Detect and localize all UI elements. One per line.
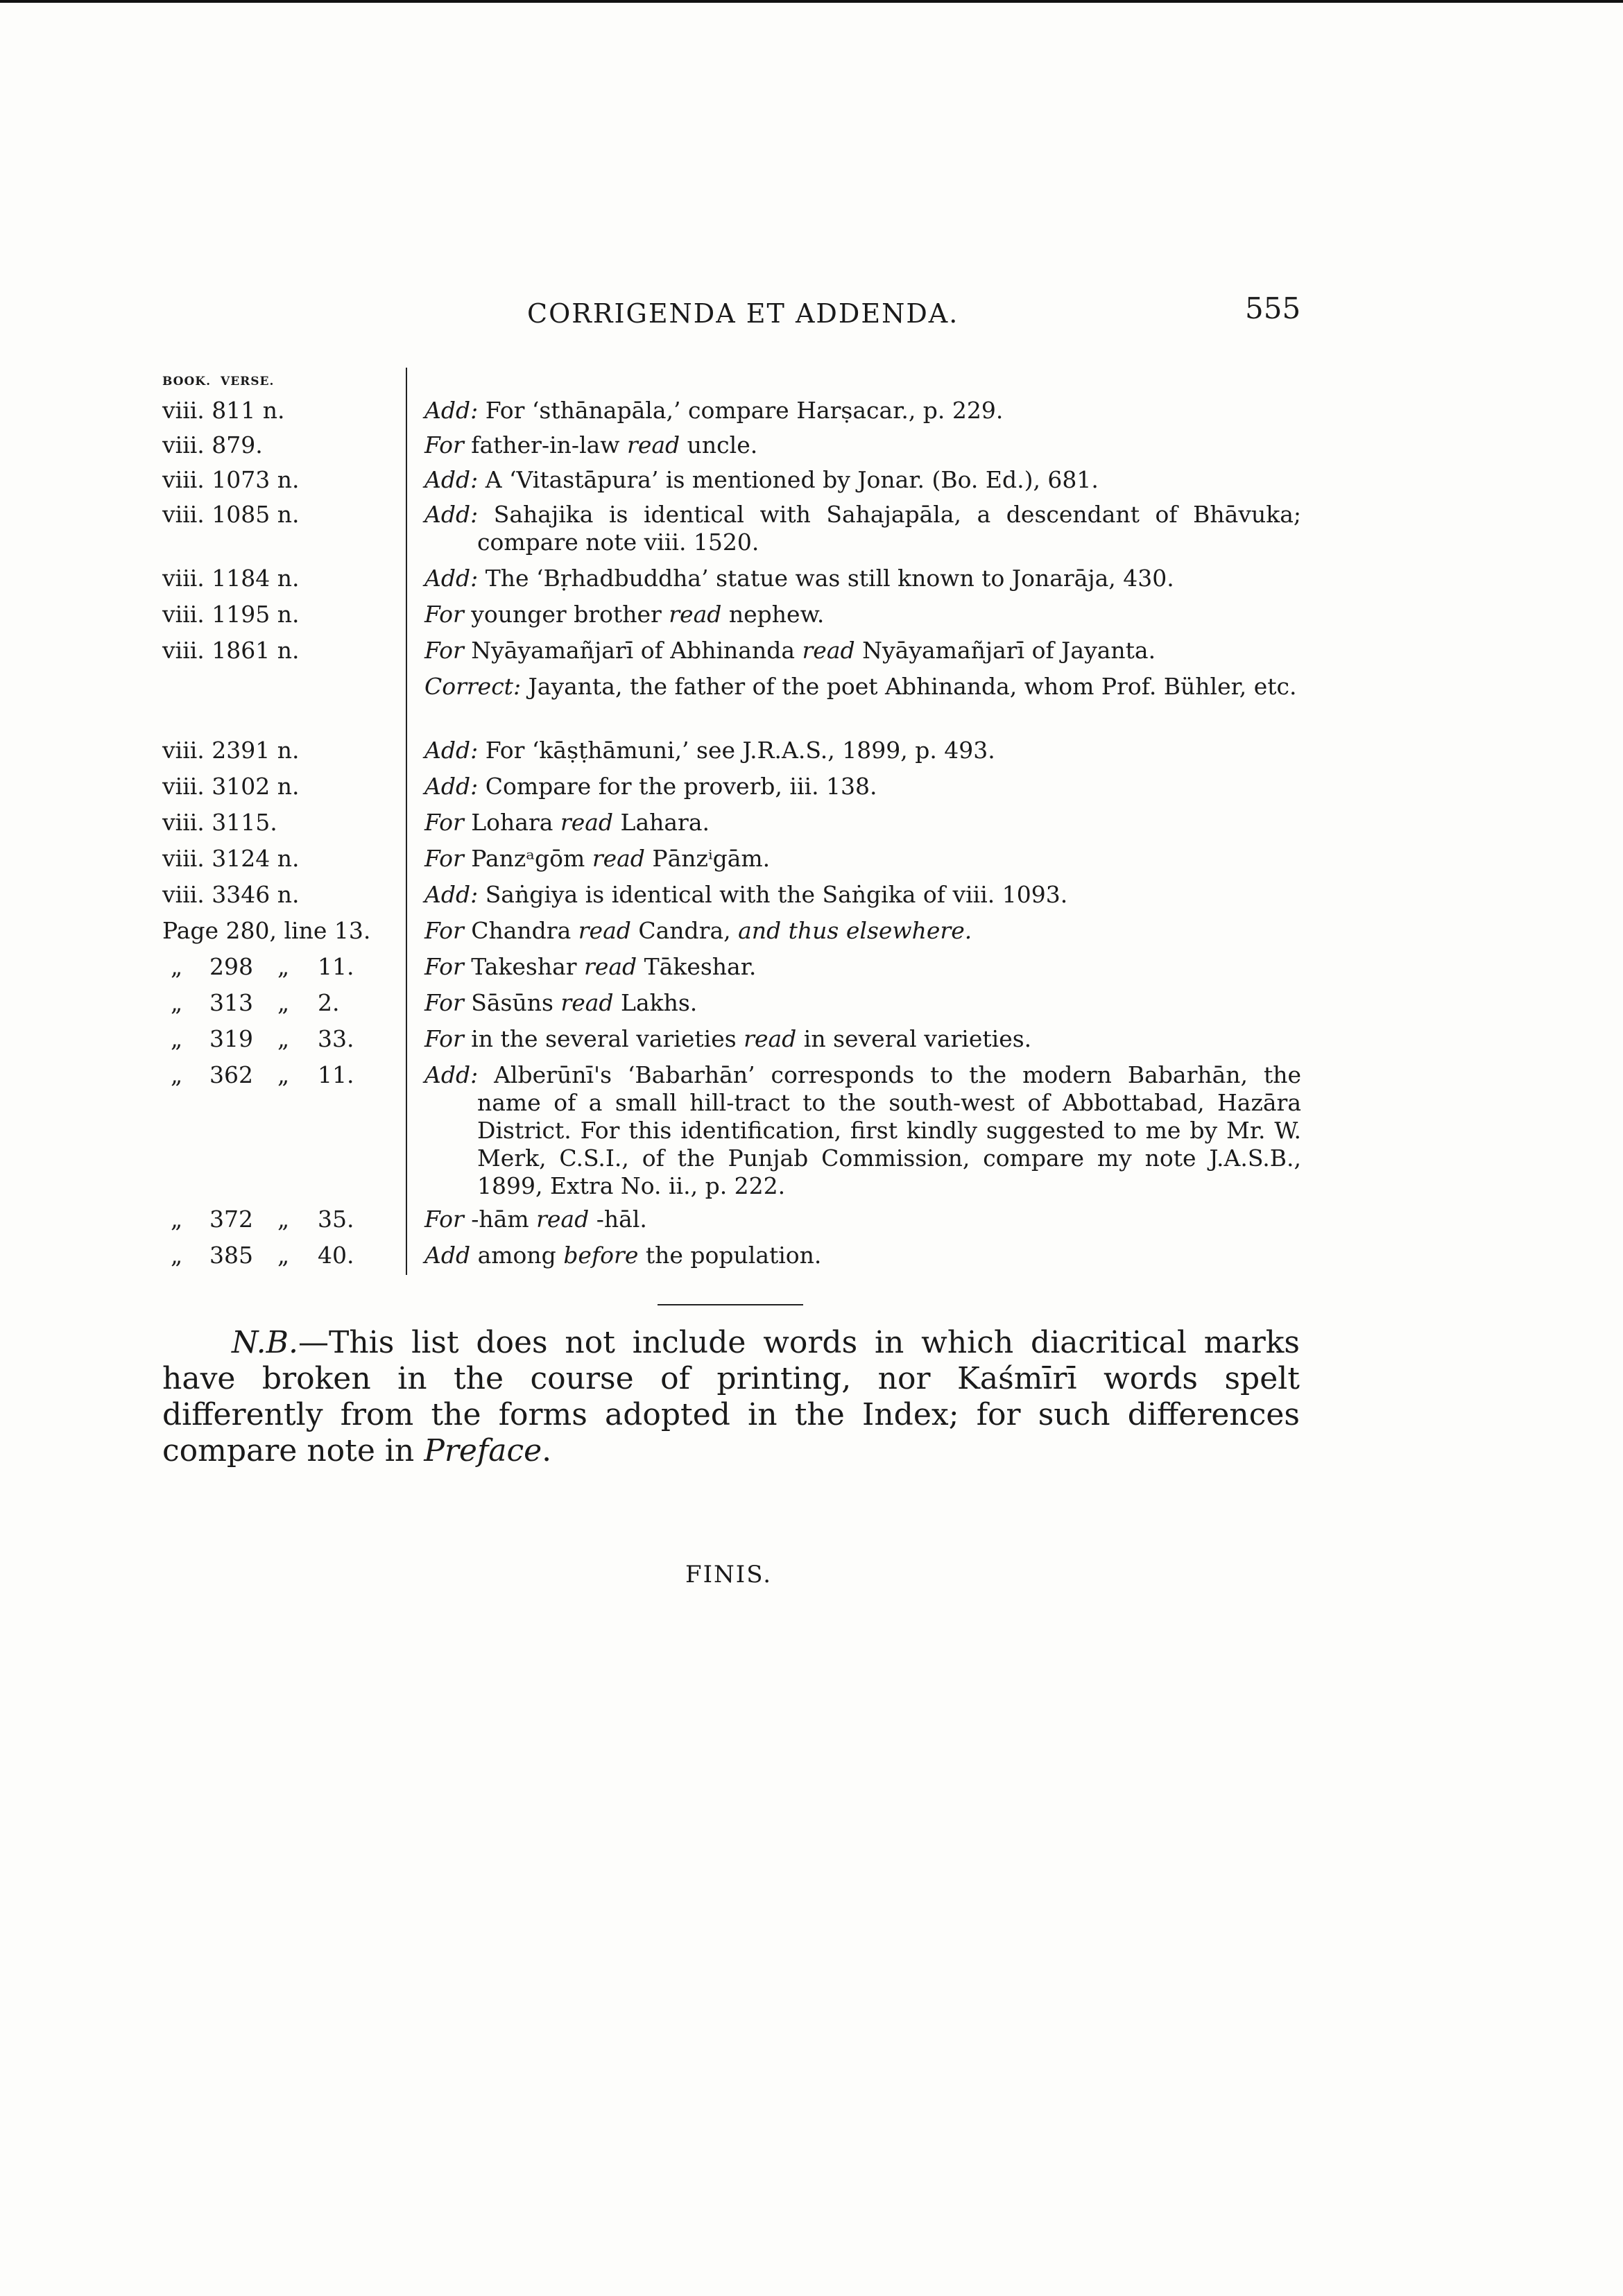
page-line-reference <box>171 1025 354 1053</box>
correction-body: Alberūnī's ‘Babarhān’ corresponds to the modern Babarhān, the name of a small hill-tract to the south-west of Abbottabad, Hazāra District. For this identification, first kindly suggested to me by Mr. W. Merk, C.S.I., of the Punjab Commission, compare my note J.A.S.B., 1899, Extra No. ii., p. 222. <box>477 1061 1301 1199</box>
correction-text <box>424 431 1301 459</box>
correction-prefix: Add: <box>424 501 479 528</box>
column-divider <box>406 368 407 1275</box>
correction-wrong: among <box>477 1242 556 1269</box>
ditto-mark: „ <box>171 989 183 1016</box>
correction-text <box>424 917 1301 945</box>
correction-text <box>424 773 1301 800</box>
correction-text <box>424 397 1301 425</box>
correction-text <box>424 845 1301 873</box>
verse-reference: viii. 1085 n. <box>162 501 300 528</box>
correction-connector: read <box>802 637 855 664</box>
column-heading-book: BOOK. <box>162 375 211 388</box>
correction-connector: before <box>563 1242 639 1269</box>
correction-body: Jayanta, the father of the poet Abhinanda, whom Prof. Bühler, etc. <box>528 673 1297 700</box>
correction-prefix: For <box>424 917 464 944</box>
correction-right: uncle. <box>687 431 758 459</box>
correction-prefix: For <box>424 1206 464 1233</box>
verse-reference: viii. 1184 n. <box>162 565 300 592</box>
correction-prefix: Correct: <box>424 673 522 700</box>
correction-text <box>424 809 1301 837</box>
page-value: 319 <box>209 1025 253 1052</box>
ditto-mark: „ <box>171 1025 183 1052</box>
correction-prefix: For <box>424 809 464 836</box>
correction-body: Sahajika is identical with Sahajapāla, a descendant of Bhāvuka; compare note viii. 1520. <box>477 501 1301 556</box>
page-line-reference <box>171 1242 354 1269</box>
correction-text <box>424 565 1301 592</box>
correction-right: Tākeshar. <box>644 953 757 980</box>
correction-right: Lahara. <box>620 809 710 836</box>
ditto-mark: „ <box>277 1206 290 1233</box>
verse-reference: viii. 1195 n. <box>162 601 300 628</box>
line-value: 11. <box>318 1061 354 1088</box>
correction-text <box>424 1025 1301 1053</box>
ditto-mark: „ <box>277 989 290 1016</box>
correction-prefix: Add <box>424 1242 471 1269</box>
correction-body: The ‘Bṛhadbuddha’ statue was still known to Jonarāja, 430. <box>485 565 1174 592</box>
correction-right: Candra, <box>638 917 731 944</box>
correction-connector: read <box>669 601 722 628</box>
correction-prefix: Add: <box>424 881 479 908</box>
correction-text <box>424 673 1301 701</box>
correction-text <box>424 1061 1301 1200</box>
correction-connector: read <box>536 1206 590 1233</box>
preface-reference: Preface <box>424 1433 542 1468</box>
correction-prefix: Add: <box>424 773 479 800</box>
nota-bene-paragraph <box>162 1325 1300 1469</box>
page-value: 313 <box>209 989 253 1016</box>
page-value: 298 <box>209 953 253 980</box>
correction-text <box>424 989 1301 1017</box>
correction-wrong: -hām <box>471 1206 529 1233</box>
ditto-mark: „ <box>171 1206 183 1233</box>
correction-right: nephew. <box>728 601 825 628</box>
correction-right: -hāl. <box>596 1206 647 1233</box>
correction-right: Lakhs. <box>621 989 698 1016</box>
correction-prefix: Add: <box>424 737 479 764</box>
verse-reference: viii. 3102 n. <box>162 773 300 800</box>
ditto-mark: „ <box>171 1061 183 1088</box>
correction-text <box>424 601 1301 628</box>
section-divider <box>658 1304 803 1305</box>
correction-wrong: younger brother <box>471 601 662 628</box>
verse-reference: viii. 1861 n. <box>162 637 300 664</box>
line-value: 11. <box>318 953 354 980</box>
nota-bene-end: . <box>542 1433 552 1468</box>
correction-wrong: Lohara <box>471 809 553 836</box>
correction-right: the population. <box>645 1242 822 1269</box>
nota-bene-text: —This list does not include words in which diacritical marks have broken in the course of printing, nor Kaśmīrī words spelt differently from the forms adopted in the Index; for such differences compare note in <box>162 1325 1300 1468</box>
page-line-reference <box>171 989 340 1017</box>
line-value: 2. <box>318 989 340 1016</box>
top-border-rule <box>0 0 1623 3</box>
correction-wrong: Nyāyamañjarī of Abhinanda <box>471 637 796 664</box>
correction-right: Pānzⁱgām. <box>652 845 771 872</box>
correction-prefix: Add: <box>424 397 479 424</box>
correction-text <box>424 953 1301 981</box>
finis-marker: FINIS. <box>685 1561 773 1588</box>
page-value: 372 <box>209 1206 253 1233</box>
correction-wrong: Takeshar <box>471 953 577 980</box>
correction-text <box>424 881 1301 909</box>
column-headings <box>162 375 274 388</box>
correction-prefix: For <box>424 601 464 628</box>
correction-body: A ‘Vitastāpura’ is mentioned by Jonar. (Bo. Ed.), 681. <box>485 466 1099 493</box>
correction-wrong: Panzᵃgōm <box>471 845 585 872</box>
correction-connector: read <box>578 917 631 944</box>
correction-text <box>424 1242 1301 1269</box>
correction-text <box>424 501 1301 556</box>
correction-text <box>424 1206 1301 1233</box>
line-value: 35. <box>318 1206 354 1233</box>
verse-reference: viii. 811 n. <box>162 397 285 424</box>
page-line-reference <box>171 1061 354 1089</box>
correction-prefix: Add: <box>424 466 479 493</box>
correction-suffix: and thus elsewhere. <box>738 917 972 944</box>
page-line-reference: Page 280, line 13. <box>162 917 371 944</box>
correction-connector: read <box>560 809 614 836</box>
running-head: CORRIGENDA ET ADDENDA. <box>527 298 959 329</box>
correction-prefix: For <box>424 845 464 872</box>
correction-body: For ‘kāṣṭhāmuni,’ see J.R.A.S., 1899, p. 493. <box>485 737 995 764</box>
correction-text <box>424 637 1301 665</box>
verse-reference: viii. 3115. <box>162 809 277 836</box>
correction-text <box>424 466 1301 494</box>
verse-reference: viii. 1073 n. <box>162 466 300 493</box>
correction-right: Nyāyamañjarī of Jayanta. <box>862 637 1156 664</box>
ditto-mark: „ <box>171 1242 183 1269</box>
page-value: 385 <box>209 1242 253 1269</box>
ditto-mark: „ <box>277 1025 290 1052</box>
line-value: 33. <box>318 1025 354 1052</box>
nota-bene-label: N.B. <box>232 1325 298 1360</box>
page-number: 555 <box>1245 291 1301 325</box>
correction-body: For ‘sthānapāla,’ compare Harṣacar., p. 229. <box>485 397 1004 424</box>
correction-wrong: Chandra <box>471 917 572 944</box>
ditto-mark: „ <box>171 953 183 980</box>
correction-wrong: in the several varieties <box>471 1025 737 1052</box>
page-value: 362 <box>209 1061 253 1088</box>
correction-wrong: father-in-law <box>471 431 620 459</box>
ditto-mark: „ <box>277 1061 290 1088</box>
correction-body: Saṅgiya is identical with the Saṅgika of viii. 1093. <box>485 881 1068 908</box>
correction-prefix: For <box>424 1025 464 1052</box>
correction-connector: read <box>744 1025 797 1052</box>
correction-prefix: For <box>424 431 464 459</box>
correction-connector: read <box>627 431 680 459</box>
verse-reference: viii. 3124 n. <box>162 845 300 872</box>
correction-prefix: For <box>424 953 464 980</box>
correction-connector: read <box>592 845 645 872</box>
correction-wrong: Sāsūns <box>471 989 553 1016</box>
correction-connector: read <box>584 953 637 980</box>
column-heading-verse: VERSE. <box>221 375 275 388</box>
page-line-reference <box>171 953 354 981</box>
correction-prefix: Add: <box>424 1061 479 1088</box>
correction-prefix: Add: <box>424 565 479 592</box>
correction-prefix: For <box>424 637 464 664</box>
line-value: 40. <box>318 1242 354 1269</box>
verse-reference: viii. 2391 n. <box>162 737 300 764</box>
correction-prefix: For <box>424 989 464 1016</box>
verse-reference: viii. 3346 n. <box>162 881 300 908</box>
correction-connector: read <box>560 989 614 1016</box>
correction-right: in several varieties. <box>803 1025 1032 1052</box>
correction-text <box>424 737 1301 764</box>
ditto-mark: „ <box>277 953 290 980</box>
verse-reference: viii. 879. <box>162 431 263 459</box>
ditto-mark: „ <box>277 1242 290 1269</box>
page-line-reference <box>171 1206 354 1233</box>
correction-body: Compare for the proverb, iii. 138. <box>485 773 877 800</box>
